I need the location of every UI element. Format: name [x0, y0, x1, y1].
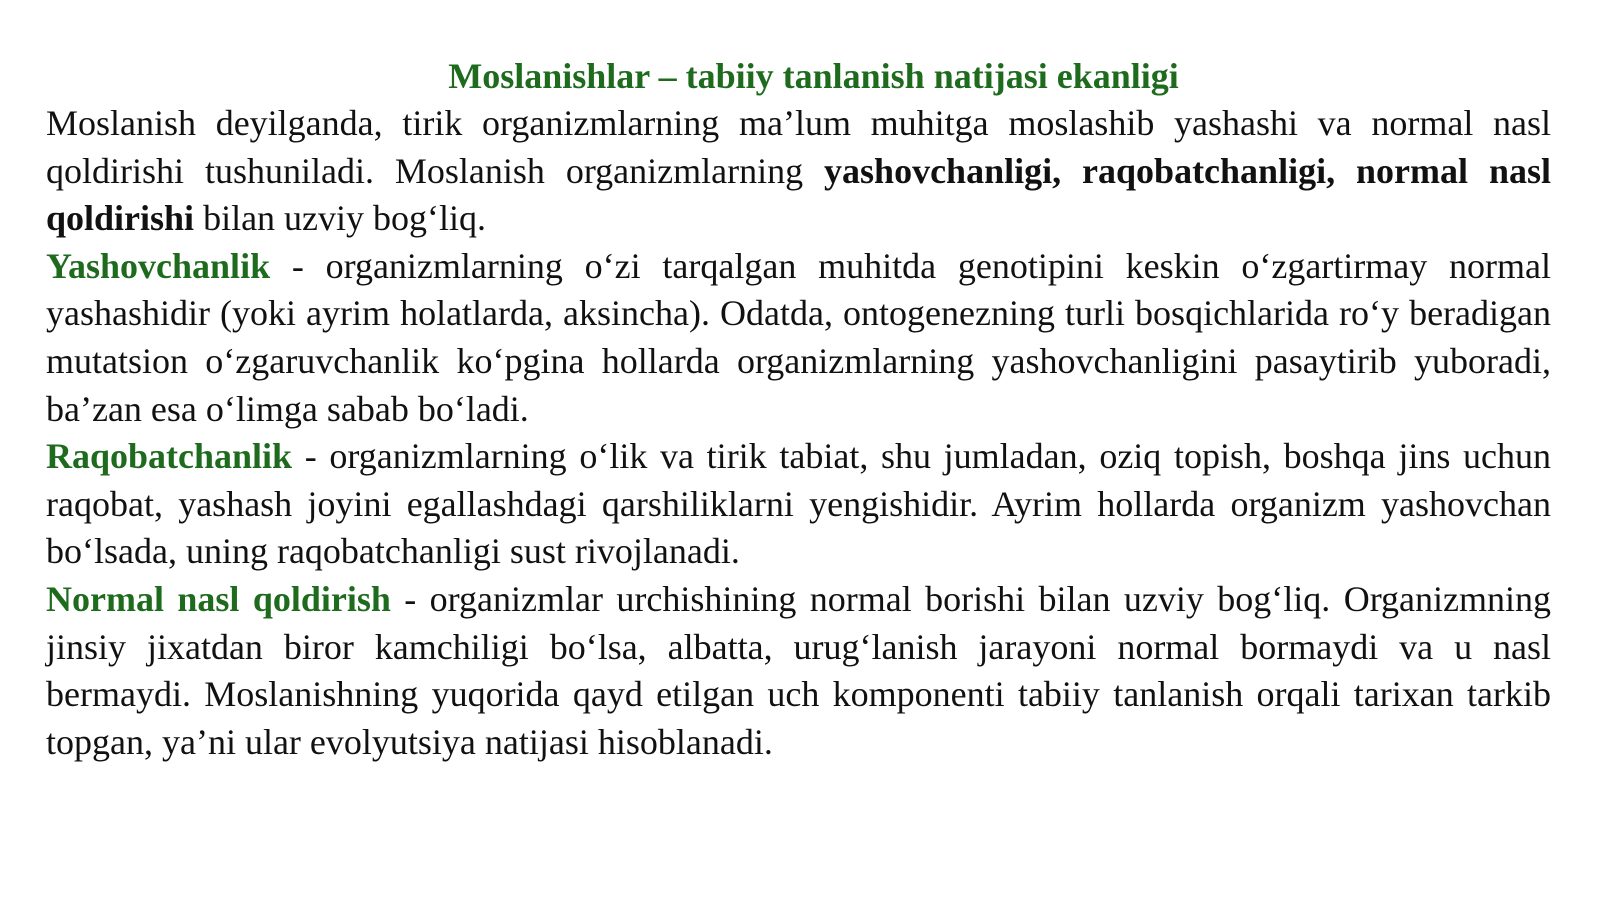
term-raqobatchanlik: Raqobatchanlik [46, 436, 293, 477]
term-yashovchanlik: Yashovchanlik [46, 245, 271, 286]
definition-normal-nasl-qoldirish: - organizmlar urchishining normal borishi bilan uzviy bog‘liq. Organizmning jinsiy jixatdan biror kamchiligi bo‘lsa, albatta, urug‘lanish jarayoni normal bormaydi va u nasl bermaydi. Moslanishning yuqorida qayd etilgan uch komponenti tabiiy tanlanish orqali tarixan tarkib topgan, ya’ni ular evolyutsiya natijasi hisoblanadi. [46, 578, 1551, 762]
document-slide [46, 52, 1551, 766]
paragraph-yashovchanlik [46, 243, 1551, 433]
slide-title: Moslanishlar – tabiiy tanlanish natijasi ekanligi [448, 56, 1179, 96]
intro-text-end: bilan uzviy bog‘liq. [194, 198, 487, 239]
definition-raqobatchanlik: - organizmlarning o‘lik va tirik tabiat, shu jumladan, oziq topish, boshqa jins uchun raqobat, yashash joyini egallashdagi qarshiliklarni yengishidir. Ayrim hollarda organizm yashovchan bo‘lsada, uning raqobatchanligi sust rivojlanadi. [46, 436, 1551, 572]
paragraph-intro [46, 100, 1551, 243]
definition-yashovchanlik: - organizmlarning o‘zi tarqalgan muhitda genotipini keskin o‘zgartirmay normal yashashidir (yoki ayrim holatlarda, aksincha). Odatda, ontogenezning turli bosqichlarida ro‘y beradigan mutatsion o‘zgaruvchanlik ko‘pgina hollarda organizmlarning yashovchanligini pasaytirib yuboradi, ba’zan esa o‘limga sabab bo‘ladi. [46, 245, 1551, 429]
intro-bold-terms: yashovchanligi, raqobatchanligi, normal nasl qoldirishi [46, 150, 1551, 239]
paragraph-normal-nasl [46, 576, 1551, 766]
paragraph-raqobatchanlik [46, 433, 1551, 576]
term-normal-nasl-qoldirish: Normal nasl qoldirish [46, 578, 391, 619]
intro-text-start: Moslanish deyilganda, tirik organizmlarning ma’lum muhitga moslashib yashashi va normal nasl qoldirishi tushuniladi. Moslanish organizmlarning [46, 103, 1551, 191]
